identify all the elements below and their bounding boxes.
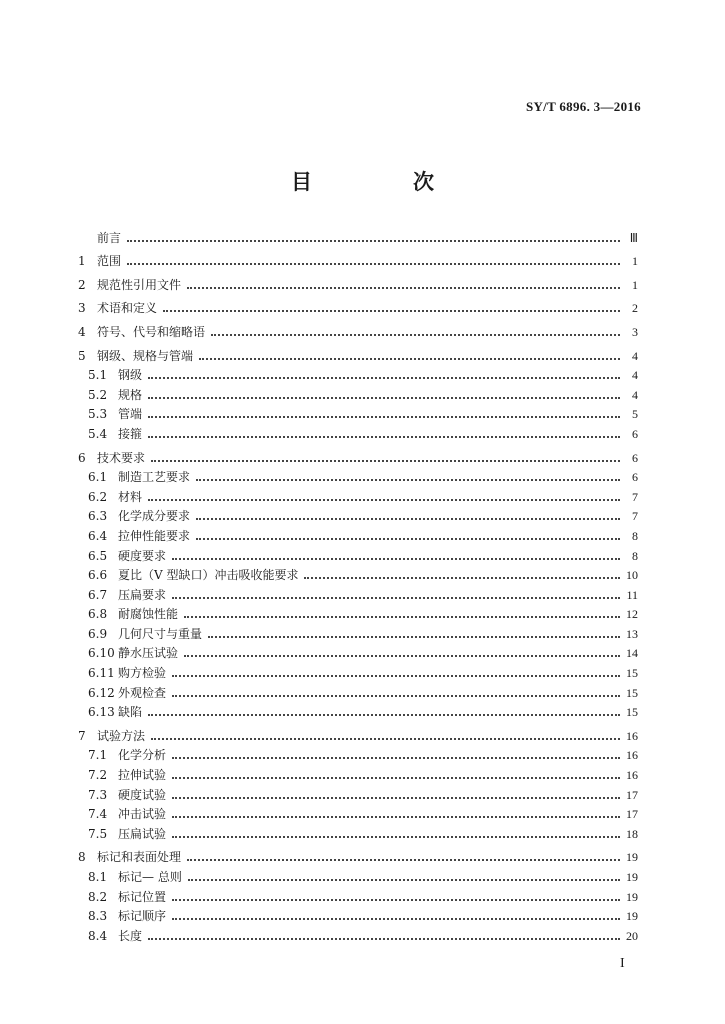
toc-entry-page: 15 [626,666,638,681]
toc-entry-label: 缺陷 [118,705,143,720]
toc-entry[interactable] [78,603,638,623]
toc-entry-page: 17 [626,787,638,802]
toc-dot-leader [196,538,620,540]
toc-dot-leader [172,836,620,838]
toc-dot-leader [148,416,620,418]
toc-entry-label: 耐腐蚀性能 [118,607,179,622]
toc-entry-number: 7 [78,728,86,743]
toc-entry[interactable] [78,403,638,423]
toc-entry[interactable] [78,364,638,384]
toc-entry-page: Ⅲ [629,230,638,245]
toc-entry-label: 前言 [97,230,122,245]
toc-entry[interactable] [78,661,638,681]
toc-entry-label: 压扁试验 [118,826,167,841]
toc-entry-page: 7 [632,489,638,504]
toc-entry-number: 6.7 [88,587,108,602]
toc-dot-leader [172,899,620,901]
toc-entry-number: 6.10 [88,646,115,661]
toc-entry-page: 16 [626,728,638,743]
toc-entry[interactable] [78,642,638,662]
toc-entry-number: 8.4 [88,928,108,943]
toc-dot-leader [148,436,620,438]
toc-entry-number: 6.12 [88,685,115,700]
toc-entry-label: 范围 [97,254,122,269]
toc-entry-label: 冲击试验 [118,807,167,822]
toc-dot-leader [172,816,620,818]
toc-dot-leader [163,310,620,312]
toc-entry-page: 11 [626,587,638,602]
toc-dot-leader [211,334,620,336]
toc-entry-label: 化学成分要求 [118,509,191,524]
toc-entry[interactable] [78,297,638,317]
toc-entry[interactable] [78,446,638,466]
toc-dot-leader [148,397,620,399]
toc-dot-leader [148,377,620,379]
toc-entry-page: 10 [626,568,638,583]
toc-entry-label: 钢级 [118,368,143,383]
toc-entry-number: 5 [78,348,86,363]
toc-entry-page: 18 [626,826,638,841]
toc-entry-label: 制造工艺要求 [118,470,191,485]
toc-dot-leader [172,918,620,920]
toc-dot-leader [199,358,620,360]
toc-entry-page: 14 [626,646,638,661]
toc-entry[interactable] [78,383,638,403]
toc-entry[interactable] [78,905,638,925]
toc-dot-leader [127,240,620,242]
toc-entry-label: 长度 [118,928,143,943]
toc-entry-number: 6.11 [88,666,115,681]
toc-entry-page: 19 [626,909,638,924]
toc-entry-number: 7.2 [88,768,108,783]
toc-entry[interactable] [78,763,638,783]
toc-entry-number: 4 [78,324,86,339]
toc-entry-number: 6.5 [88,548,108,563]
toc-entry-number: 7.5 [88,826,108,841]
toc-entry-page: 5 [632,407,638,422]
toc-entry-number: 7.4 [88,807,108,822]
toc-entry-label: 标记位置 [118,889,167,904]
toc-entry[interactable] [78,505,638,525]
toc-entry-page: 19 [626,870,638,884]
toc-entry-page: 15 [626,685,638,700]
toc-entry-label: 化学分析 [118,748,167,763]
toc-entry-label: 硬度要求 [118,548,167,563]
toc-entry-page: 2 [632,301,638,316]
toc-entry[interactable] [78,744,638,764]
toc-dot-leader [172,597,620,599]
toc-entry-page: 6 [632,450,638,465]
toc-entry[interactable] [78,422,638,442]
toc-entry-number: 6.8 [88,607,108,622]
toc-dot-leader [148,714,620,716]
toc-entry-number: 7.1 [88,748,108,763]
toc-entry[interactable] [78,783,638,803]
toc-dot-leader [148,938,620,940]
toc-entry[interactable] [78,724,638,744]
toc-entry[interactable] [78,622,638,642]
toc-dot-leader [172,558,620,560]
toc-entry-page: 13 [626,626,638,641]
toc-entry[interactable] [78,320,638,340]
toc-dot-leader [196,479,620,481]
toc-entry-page: 17 [626,807,638,822]
toc-entry-number: 5.2 [88,387,108,402]
toc-dot-leader [172,777,620,779]
toc-entry-page: 6 [632,426,638,441]
toc-entry-label: 规格 [118,387,143,402]
toc-entry-label: 购方检验 [118,666,167,681]
toc-dot-leader [172,675,620,677]
toc-entry[interactable] [78,273,638,293]
toc-entry-label: 规范性引用文件 [97,277,182,292]
toc-dot-leader [172,757,620,759]
toc-entry-number: 5.3 [88,407,108,422]
toc-entry-page: 15 [626,705,638,720]
toc-entry-number: 6.1 [88,470,108,485]
toc-entry-number: 2 [78,277,86,292]
toc-entry-number: 6.6 [88,568,108,583]
toc-entry[interactable] [78,564,638,584]
toc-entry[interactable] [78,822,638,842]
toc-entry-number: 1 [78,254,86,269]
toc-entry-page: 16 [626,768,638,783]
toc-entry-page: 7 [632,509,638,524]
toc-entry-page: 6 [632,470,638,485]
toc-entry-number: 5.4 [88,426,108,441]
toc-entry-label: 标记顺序 [118,909,167,924]
toc-entry-number: 3 [78,301,86,316]
page-title: 目 次 [291,169,474,194]
toc-entry[interactable] [78,583,638,603]
toc-entry-number: 6 [78,450,86,465]
toc-entry-page: 19 [626,850,638,865]
toc-entry-label: 静水压试验 [118,646,179,661]
toc-entry[interactable] [78,524,638,544]
toc-entry-label: 拉伸性能要求 [118,528,191,543]
toc-entry-page: 4 [632,387,638,402]
toc-entry-page: 16 [626,748,638,763]
toc-entry[interactable] [78,344,638,364]
toc-entry-label: 材料 [118,489,143,504]
toc-dot-leader [172,797,620,799]
toc-entry-label: 外观检查 [118,685,167,700]
toc-entry-label: 钢级、规格与管端 [97,348,194,363]
toc-entry-number: 8.1 [88,870,108,884]
toc-dot-leader [172,695,620,697]
toc-entry-label: 几何尺寸与重量 [118,626,203,641]
toc-dot-leader [151,738,620,740]
toc-entry[interactable] [78,865,638,885]
toc-entry-label: 符号、代号和缩略语 [97,324,206,339]
toc-entry-number: 5.1 [88,368,108,383]
toc-entry-number: 6.4 [88,528,108,543]
toc-entry[interactable] [78,924,638,944]
toc-entry-number: 8.3 [88,909,108,924]
toc-entry-label: 术语和定义 [97,301,158,316]
toc-entry[interactable] [78,466,638,486]
toc-entry-label: 技术要求 [97,450,146,465]
toc-entry-number: 6.9 [88,626,108,641]
toc-entry-page: 3 [632,324,638,339]
toc-dot-leader [151,460,620,462]
toc-entry[interactable] [78,485,638,505]
toc-dot-leader [208,636,620,638]
table-of-contents [78,226,638,944]
toc-dot-leader [196,518,620,520]
toc-dot-leader [304,577,620,579]
toc-entry-page: 1 [632,254,638,269]
toc-entry-label: 标记— 总则 [118,870,182,884]
footer-page-number: I [620,956,625,971]
toc-entry-label: 管端 [118,407,143,422]
toc-entry-page: 8 [632,528,638,543]
toc-entry-label: 接箍 [118,426,143,441]
toc-dot-leader [127,263,620,265]
toc-entry[interactable] [78,701,638,721]
toc-entry-label: 夏比（V 型缺口）冲击吸收能要求 [118,568,299,583]
toc-entry-number: 6.2 [88,489,108,504]
toc-entry-page: 1 [632,277,638,292]
toc-entry-page: 4 [632,368,638,383]
toc-entry-number: 8.2 [88,889,108,904]
toc-dot-leader [184,655,620,657]
toc-entry[interactable] [78,544,638,564]
toc-entry-label: 压扁要求 [118,587,167,602]
toc-entry[interactable] [78,803,638,823]
toc-dot-leader [148,499,620,501]
toc-entry[interactable] [78,681,638,701]
toc-entry-number: 6.13 [88,705,115,720]
toc-entry-number: 8 [78,850,86,865]
toc-entry-page: 8 [632,548,638,563]
standard-code: SY/T 6896. 3—2016 [525,99,641,114]
toc-dot-leader [187,287,620,289]
toc-dot-leader [187,859,620,861]
toc-entry-page: 20 [626,928,638,943]
toc-entry-label: 标记和表面处理 [97,850,182,865]
toc-dot-leader [188,879,620,881]
toc-dot-leader [184,616,620,618]
toc-entry-page: 19 [626,889,638,904]
toc-entry[interactable] [78,846,638,866]
toc-entry-number: 6.3 [88,509,108,524]
toc-entry-number: 7.3 [88,787,108,802]
toc-entry-label: 拉伸试验 [118,768,167,783]
toc-entry-label: 试验方法 [97,728,146,743]
toc-entry[interactable] [78,250,638,270]
toc-entry-page: 12 [626,607,638,622]
toc-entry-label: 硬度试验 [118,787,167,802]
toc-entry[interactable] [78,885,638,905]
toc-entry-page: 4 [632,348,638,363]
toc-entry[interactable] [78,226,638,246]
